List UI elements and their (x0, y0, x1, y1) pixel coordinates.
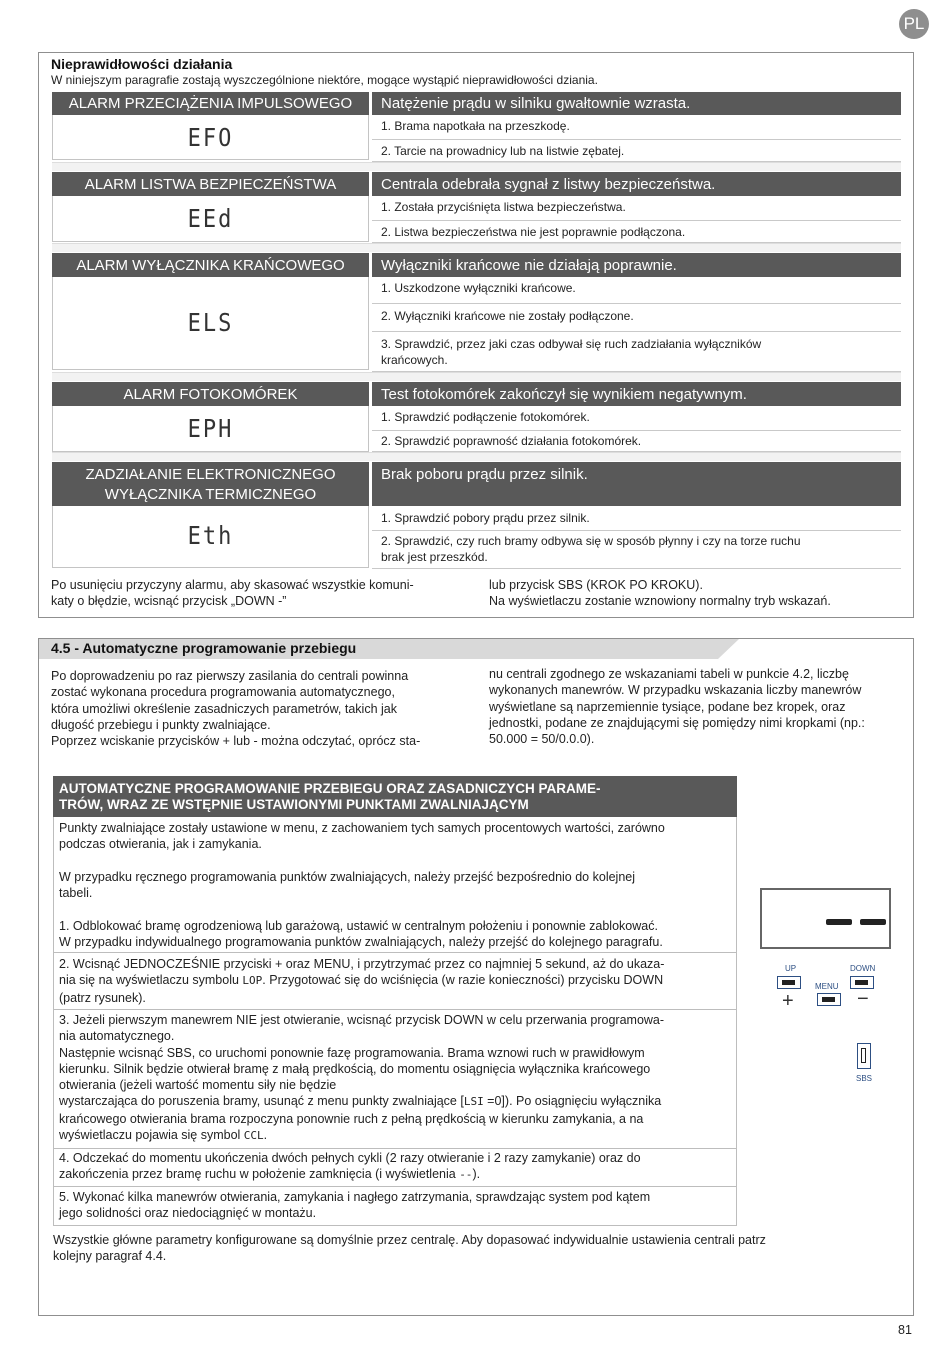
alarm-cause: 1. Została przyciśnięta listwa bezpieczeństwa. (372, 199, 901, 221)
text-line: 5. Wykonać kilka manewrów otwierania, zamykania i nagłego zatrzymania, sprawdzając system pod kątem (59, 1190, 651, 1204)
separator (52, 162, 901, 171)
alarm-code: Eth (187, 522, 234, 551)
procedure-step-3 (53, 1012, 737, 1149)
text-line: jego solidności oraz niedociągnięć w montażu. (59, 1206, 317, 1221)
footer-note (53, 1232, 853, 1265)
alarm-name (52, 462, 369, 506)
procedure-step-4 (53, 1150, 737, 1187)
note-line: katy o błędzie, wcisnąć przycisk „DOWN -” (51, 594, 287, 608)
text-line (59, 1166, 731, 1183)
alarm-header: Brak poboru prądu przez silnik. (372, 462, 901, 506)
text-line: (patrz rysunek). (59, 990, 146, 1005)
alarm-cause: 1. Brama napotkała na przeszkodę. (372, 118, 901, 140)
text-line: 4. Odczekać do momentu ukończenia dwóch pełnych cykli (2 razy otwieranie i 2 razy zamykanie) oraz do (59, 1151, 641, 1165)
text: ). (472, 1167, 481, 1182)
alarm-code-cell (52, 406, 369, 452)
separator (52, 452, 901, 461)
display-symbol: CCL (243, 1129, 264, 1143)
text: . Przygotować się do wciśnięcia (w razie konieczności) przycisku DOWN (262, 973, 664, 988)
text-line: 50.000 = 50/0.0.0). (489, 732, 595, 747)
procedure-title (53, 776, 737, 817)
alarm-name: ALARM PRZECIĄŻENIA IMPULSOWEGO (52, 92, 369, 115)
text-line: wyświetlane są naprzemiennie tysiące, podane bez kropek, oraz (489, 699, 846, 714)
alarm-cause: 1. Sprawdzić podłączenie fotokomórek. (372, 409, 901, 431)
text: zakończenia przez bramę ruchu w położenie zamknięcia (i wyświetlenia (59, 1167, 460, 1182)
text: nia się na wyświetlaczu symbolu (59, 973, 243, 988)
text-line: Punkty zwalniające zostały ustawione w menu, z zachowaniem tych samych procentowych wartości, zarówno (59, 821, 665, 835)
procedure-step-2 (53, 956, 737, 1010)
alarm-name-line: WYŁĄCZNIKA TERMICZNEGO (104, 486, 317, 503)
faults-title: Nieprawidłowości działania (51, 56, 233, 72)
alarm-cause: 2. Listwa bezpieczeństwa nie jest poprawnie podłączona. (372, 224, 901, 243)
text-line: otwierania (jeżeli wartość momentu siły nie będzie (59, 1078, 337, 1093)
text-line (59, 1093, 731, 1110)
text-line: Poprzez wciskanie przycisków + lub - można odczytać, oprócz sta- (51, 734, 421, 749)
minus-symbol: − (857, 988, 869, 1010)
menu-button[interactable] (817, 993, 841, 1006)
alarm-name: ALARM LISTWA BEZPIECZEŃSTWA (52, 172, 369, 196)
up-label: UP (785, 964, 797, 973)
text-line: długość przebiegu i punkty zwalniające. (51, 717, 271, 732)
up-button[interactable] (777, 976, 801, 989)
alarm-header: Centrala odebrała sygnał z listwy bezpieczeństwa. (372, 172, 901, 196)
alarm-cause: 2. Tarcie na prowadnicy lub na listwie zębatej. (372, 143, 901, 162)
separator (52, 243, 901, 252)
button-fill (822, 997, 835, 1002)
text-line: 1. Odblokować bramę ogrodzeniową lub garażową, ustawić w centralnym położeniu i ponownie zablokować. (59, 918, 658, 933)
language-badge: PL (899, 9, 929, 39)
text-line (59, 972, 731, 989)
display-symbol: LSI (463, 1095, 484, 1109)
note-line: Po usunięciu przyczyny alarmu, aby skasować wszystkie komuni- (51, 578, 414, 592)
page-number: 81 (898, 1323, 912, 1337)
intro-right-column (489, 666, 900, 747)
alarm-code-cell (52, 115, 369, 160)
alarm-header: Wyłączniki krańcowe nie działają poprawnie. (372, 253, 901, 277)
text-line: W przypadku indywidualnego programowania punktów zwalniających, należy przejść do kolejnego paragrafu. (59, 935, 663, 950)
spacer (59, 853, 731, 869)
cause-line: brak jest przeszkód. (381, 550, 488, 564)
spacer (59, 901, 731, 917)
alarm-cause: 1. Uszkodzone wyłączniki krańcowe. (372, 280, 901, 304)
alarm-cause (372, 336, 901, 372)
faults-subtitle: W niniejszym paragrafie zostają wyszczególnione niektóre, mogące wystąpić nieprawidłowości dziania. (51, 73, 598, 87)
text: wyświetlaczu pojawia się symbol (59, 1128, 244, 1143)
menu-label: MENU (815, 982, 839, 991)
section-title: 4.5 - Automatyczne programowanie przebiegu (51, 640, 357, 656)
alarm-cause: 1. Sprawdzić pobory prądu przez silnik. (372, 510, 901, 531)
text-line: 3. Jeżeli pierwszym manewrem NIE jest otwieranie, wcisnąć przycisk DOWN w celu przerwania programowa- (59, 1013, 665, 1027)
alarm-code-cell (52, 196, 369, 242)
alarm-name: ALARM WYŁĄCZNIKA KRAŃCOWEGO (52, 253, 369, 277)
intro-left-column (51, 668, 462, 749)
alarm-code: ELS (187, 309, 234, 338)
display-segment (826, 919, 852, 925)
procedure-step-5 (53, 1189, 737, 1226)
text-line: krańcowego otwierania brama rozpoczyna ponownie ruch z pełną prędkością w kierunku zamykania, a na (59, 1111, 644, 1126)
text-line: 2. Wcisnąć JEDNOCZEŚNIE przyciski + oraz MENU, i przytrzymać przez co najmniej 5 sekund, aż do ukaza- (59, 957, 665, 971)
note-line: Na wyświetlaczu zostanie wznowiony normalny tryb wskazań. (489, 594, 831, 608)
text-line: tabeli. (59, 886, 93, 901)
alarm-name: ALARM FOTOKOMÓREK (52, 382, 369, 406)
display-symbol: LOP (242, 974, 263, 988)
text-line: kierunku. Silnik będzie otwierał bramę z małą prędkością, do momentu osiągnięcia wyłącznika krańcowego (59, 1061, 651, 1076)
text-line: nu centrali zgodnego ze wskazaniami tabeli w punkcie 4.2, liczbę (489, 667, 849, 681)
alarm-cause: 2. Sprawdzić poprawność działania fotokomórek. (372, 433, 901, 452)
alarm-code-cell (52, 506, 369, 568)
text: . (263, 1128, 268, 1143)
text-line: która umożliwi określenie zasadniczych parametrów, takich jak (51, 701, 397, 716)
cause-line: krańcowych. (381, 353, 448, 367)
display-symbol: -- (459, 1168, 473, 1182)
text-line: Wszystkie główne parametry konfigurowane są domyślnie przez centralę. Aby dopasować indywidualnie ustawienia centrali patrz (53, 1233, 766, 1247)
cause-line: 3. Sprawdzić, przez jaki czas odbywał się ruch zadziałania wyłączników (381, 337, 762, 351)
title-line: AUTOMATYCZNE PROGRAMOWANIE PRZEBIEGU ORAZ ZASADNICZYCH PARAME- (59, 781, 601, 796)
alarm-name-line: ZADZIAŁANIE ELEKTRONICZNEGO (85, 466, 336, 483)
button-fill (861, 1048, 866, 1063)
down-label: DOWN (850, 964, 876, 973)
sbs-button[interactable] (857, 1043, 871, 1069)
text: =0]). Po osiągnięciu wyłącznika (483, 1094, 662, 1109)
reset-note-right (489, 577, 909, 609)
button-fill (855, 980, 868, 985)
alarm-code: EEd (187, 205, 234, 234)
text-line (59, 1127, 731, 1144)
button-fill (782, 980, 795, 985)
text-line: wykonanych manewrów. W przypadku wskazania liczby manewrów (489, 683, 862, 698)
title-line: TRÓW, WRAZ ZE WSTĘPNIE USTAWIONYMI PUNKTAMI ZWALNIAJĄCYM (59, 797, 529, 812)
note-line: lub przycisk SBS (KROK PO KROKU). (489, 578, 703, 592)
text-line: kolejny paragraf 4.4. (53, 1249, 167, 1264)
cause-line: 2. Sprawdzić, czy ruch bramy odbywa się w sposób płynny i czy na torze ruchu (381, 534, 801, 548)
separator (52, 372, 901, 381)
display-segment (860, 919, 886, 925)
alarm-code: EFO (187, 124, 234, 153)
procedure-intro (53, 820, 737, 953)
text-line: jednostki, podane ze znajdującymi się pomiędzy nimi kropkami (np.: (489, 715, 865, 730)
text-line: W przypadku ręcznego programowania punktów zwalniających, należy przejść bezpośrednio do kolejnej (59, 869, 636, 884)
alarm-cause: 2. Wyłączniki krańcowe nie zostały podłączone. (372, 308, 901, 332)
text-line: zostać wykonana procedura programowania automatycznego, (51, 685, 395, 700)
text: wystarczająca do poruszenia bramy, usunąć z menu punkty zwalniające [ (59, 1094, 464, 1109)
alarm-code: EPH (187, 415, 234, 444)
text-line: Po doprowadzeniu po raz pierwszy zasilania do centrali powinna (51, 669, 409, 683)
alarm-code-cell (52, 277, 369, 370)
text-line: Następnie wcisnąć SBS, co uruchomi ponownie fazę programowania. Brama wznowi ruch w prawidłowym (59, 1045, 645, 1060)
alarm-cause (372, 533, 901, 569)
control-panel-display (760, 888, 891, 949)
alarm-header: Test fotokomórek zakończył się wynikiem negatywnym. (372, 382, 901, 406)
plus-symbol: + (782, 990, 794, 1012)
sbs-label: SBS (856, 1074, 873, 1083)
reset-note-left (51, 577, 471, 609)
alarm-header: Natężenie prądu w silniku gwałtownie wzrasta. (372, 92, 901, 115)
text-line: nia automatycznego. (59, 1029, 175, 1044)
text-line: podczas otwierania, jak i zamykania. (59, 837, 262, 852)
